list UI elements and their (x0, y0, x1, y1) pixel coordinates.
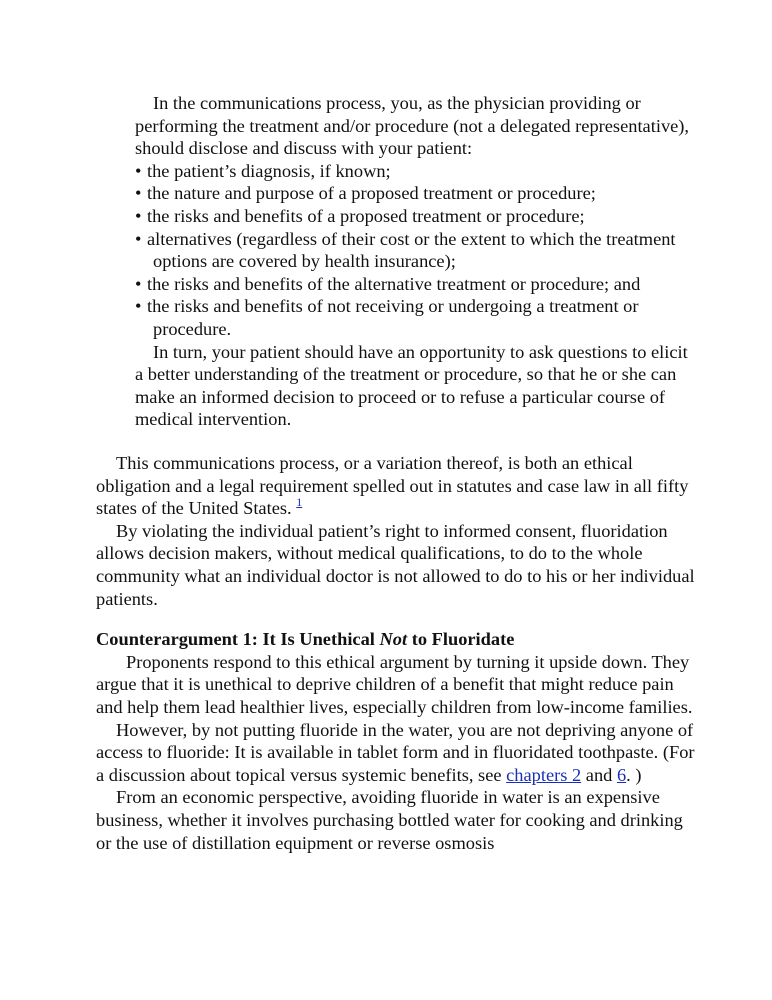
paragraph-proponents: Proponents respond to this ethical argument by turning it upside down. They argue that it is unethical to deprive children of a benefit that might reduce pain and help them lead healthier lives, especially children from low-income families. (96, 651, 693, 717)
list-item: • the risks and benefits of a proposed treatment or procedure; (135, 205, 585, 226)
list-item: • the nature and purpose of a proposed treatment or procedure; (135, 183, 596, 204)
main-text (96, 452, 696, 854)
bullet-icon: • (135, 205, 142, 226)
chapters-2-link[interactable]: chapters 2 (506, 764, 582, 785)
disclosure-list (135, 160, 695, 341)
bullet-icon: • (135, 160, 142, 181)
chapter-6-link[interactable]: 6 (616, 764, 627, 785)
bullet-icon: • (135, 273, 142, 294)
quote-intro: In the communications process, you, as the physician providing or performing the treatment and/or procedure (not a delegated representative), should disclose and discuss with your patient: (135, 93, 690, 159)
quoted-guidance (135, 92, 695, 431)
footnote-link-1[interactable]: 1 (296, 495, 303, 510)
section-heading: Counterargument 1: It Is Unethical Not to Fluoridate (96, 629, 515, 650)
section-spacer (96, 610, 696, 628)
list-item: • the patient’s diagnosis, if known; (135, 160, 391, 181)
heading-emphasis: Not (379, 629, 408, 650)
paragraph-economic: From an economic perspective, avoiding fluoride in water is an expensive business, whether it involves purchasing bottled water for cooking and drinking or the use of distillation equipment or reverse osmosis (96, 787, 683, 853)
bullet-icon: • (135, 183, 142, 204)
paragraph-informed-consent: By violating the individual patient’s right to informed consent, fluoridation allows decision makers, without medical qualifications, to do to the whole community what an individual doctor is not allowed to do to his or her individual patients. (96, 520, 695, 609)
bullet-icon: • (135, 296, 142, 317)
paragraph-legal-requirement: This communications process, or a variation thereof, is both an ethical obligation and a legal requirement spelled out in statutes and case law in all fifty states of the United States. $^1$ (96, 453, 689, 519)
list-item: • the risks and benefits of the alternative treatment or procedure; and (135, 273, 641, 294)
list-item: • the risks and benefits of not receiving or undergoing a treatment or procedure. (135, 296, 639, 339)
bullet-icon: • (135, 228, 142, 249)
quote-closing: In turn, your patient should have an opportunity to ask questions to elicit a better understanding of the treatment or procedure, so that he or she can make an informed decision to proceed or to refuse a particular course of medical intervention. (135, 341, 688, 430)
paragraph-access: However, by not putting fluoride in the water, you are not depriving anyone of access to fluoride: It is available in tablet form and in fluoridated toothpaste. (For a discussion about topical versus systemic benefits, see chapters 2 and 6. ) (96, 719, 695, 785)
list-item: • alternatives (regardless of their cost or the extent to which the treatment options are covered by health insurance); (135, 228, 676, 272)
